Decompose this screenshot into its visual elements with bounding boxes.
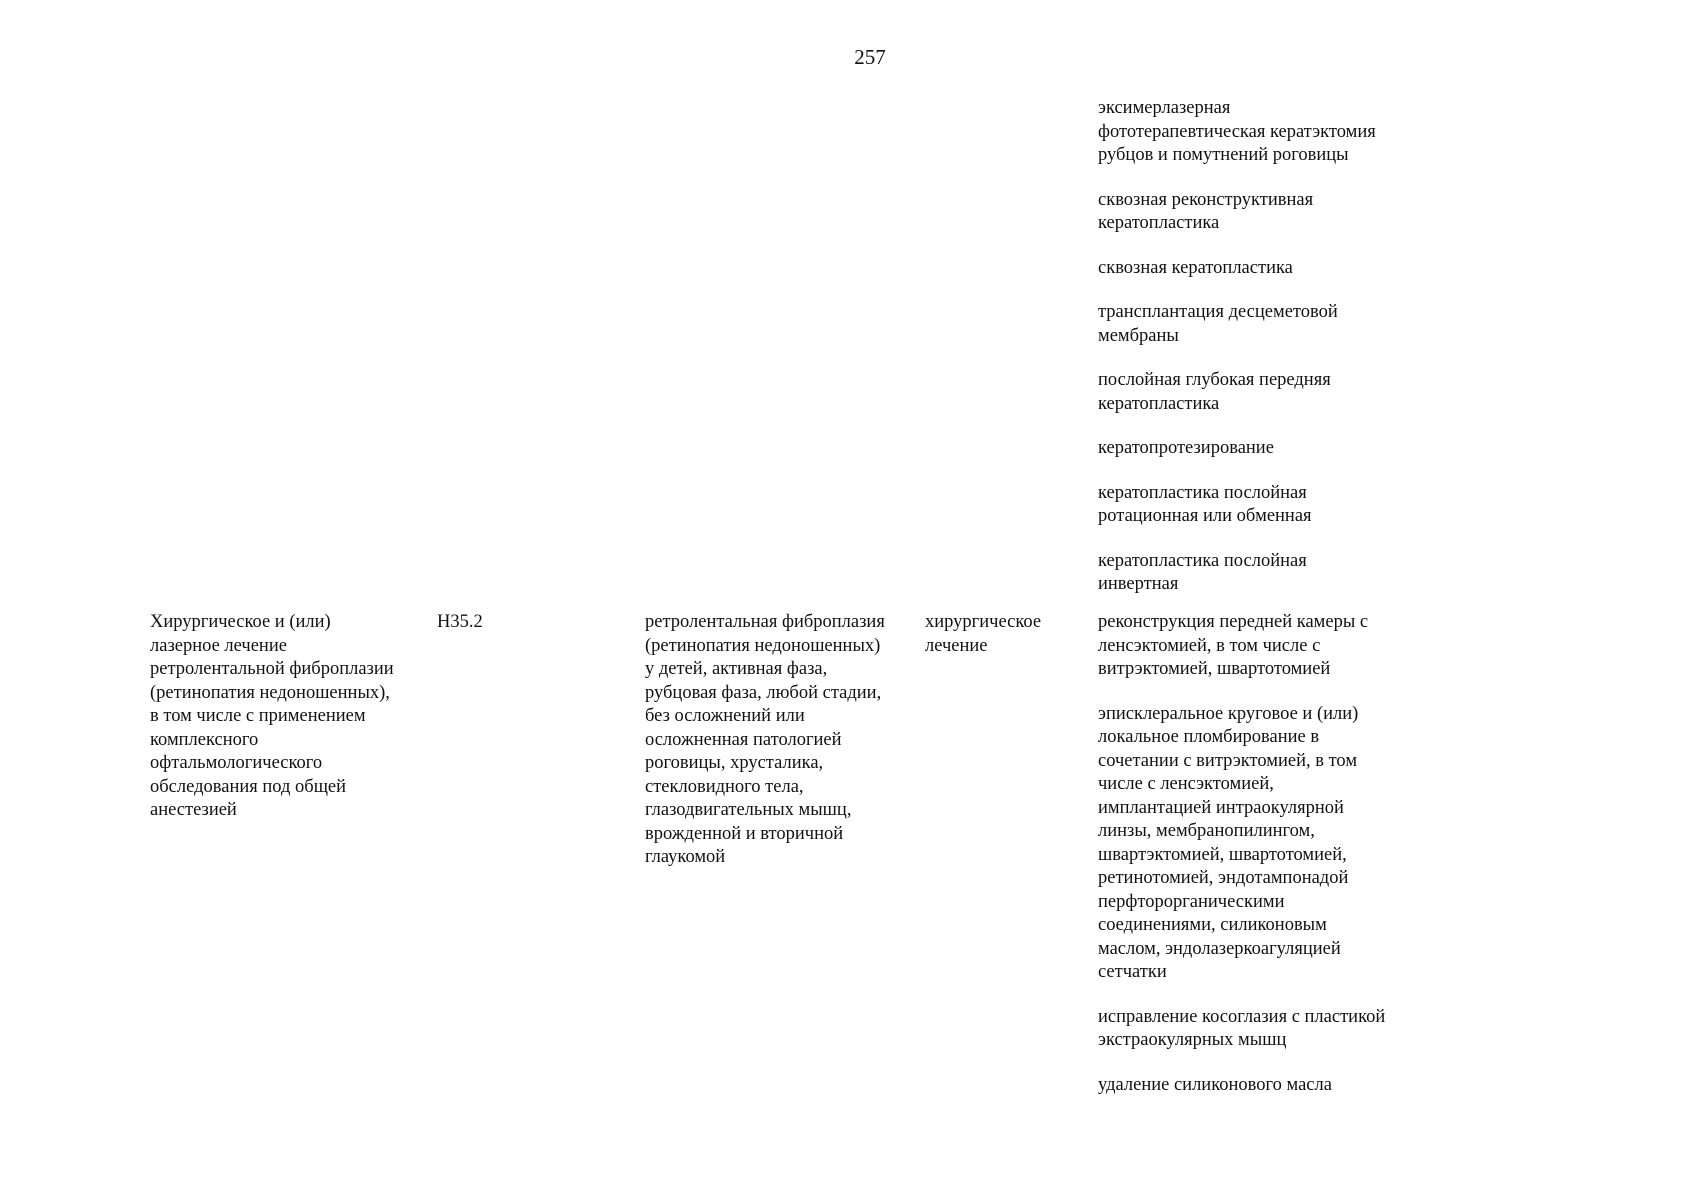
method-item: сквозная реконструктивная кератопластика (1098, 189, 1314, 233)
method-item: трансплантация десцеметовой мембраны (1098, 302, 1338, 346)
method-item: эксимерлазерная фототерапевтическая кератэктомия рубцов и помутнений роговицы (1098, 98, 1376, 165)
method-item: эписклеральное круговое и (или) локальное пломбирование в сочетании с витрэктомией, в том числе с ленсэктомией, имплантацией интраокулярной линзы, мембранопилингом, швартэктомией, швартотомией, ретинотомией, эндотампонадой перфторорганическими соединениями, силиконовым маслом, эндолазеркоагуляцией сетчатки (1098, 703, 1359, 982)
treatment-type-cell: хирургическое лечение (925, 612, 1042, 656)
page-number: 257 (854, 45, 886, 69)
method-item: реконструкция передней камеры с ленсэктомией, в том числе с витрэктомией, швартотомией (1098, 612, 1369, 679)
method-item: послойная глубокая передняя кератопластика (1098, 370, 1331, 414)
method-item: кератопротезирование (1098, 438, 1274, 458)
method-item: кератопластика послойная ротационная или обменная (1098, 482, 1312, 526)
icd-code-cell: H35.2 (437, 612, 483, 632)
treatment-methods-cell (1098, 611, 1438, 1118)
method-item: кератопластика послойная инвертная (1098, 550, 1307, 594)
method-item: исправление косоглазия с пластикой экстраокулярных мышц (1098, 1006, 1386, 1050)
care-type-cell: Хирургическое и (или) лазерное лечение ретролентальной фиброплазии (ретинопатия недоношенных), в том числе с применением комплексного офтальмологического обследования под общей анестезией (150, 612, 394, 820)
continued-methods-list (1098, 97, 1438, 618)
method-item: сквозная кератопластика (1098, 257, 1293, 278)
patient-model-cell: ретролентальная фиброплазия (ретинопатия недоношенных) у детей, активная фаза, рубцовая фаза, любой стадии, без осложнений или осложненная патологией роговицы, хрусталика, стекловидного тела, глазодвигательных мышц, врожденной и вторичной глаукомой (645, 612, 885, 867)
method-item: удаление силиконового масла (1098, 1074, 1332, 1095)
